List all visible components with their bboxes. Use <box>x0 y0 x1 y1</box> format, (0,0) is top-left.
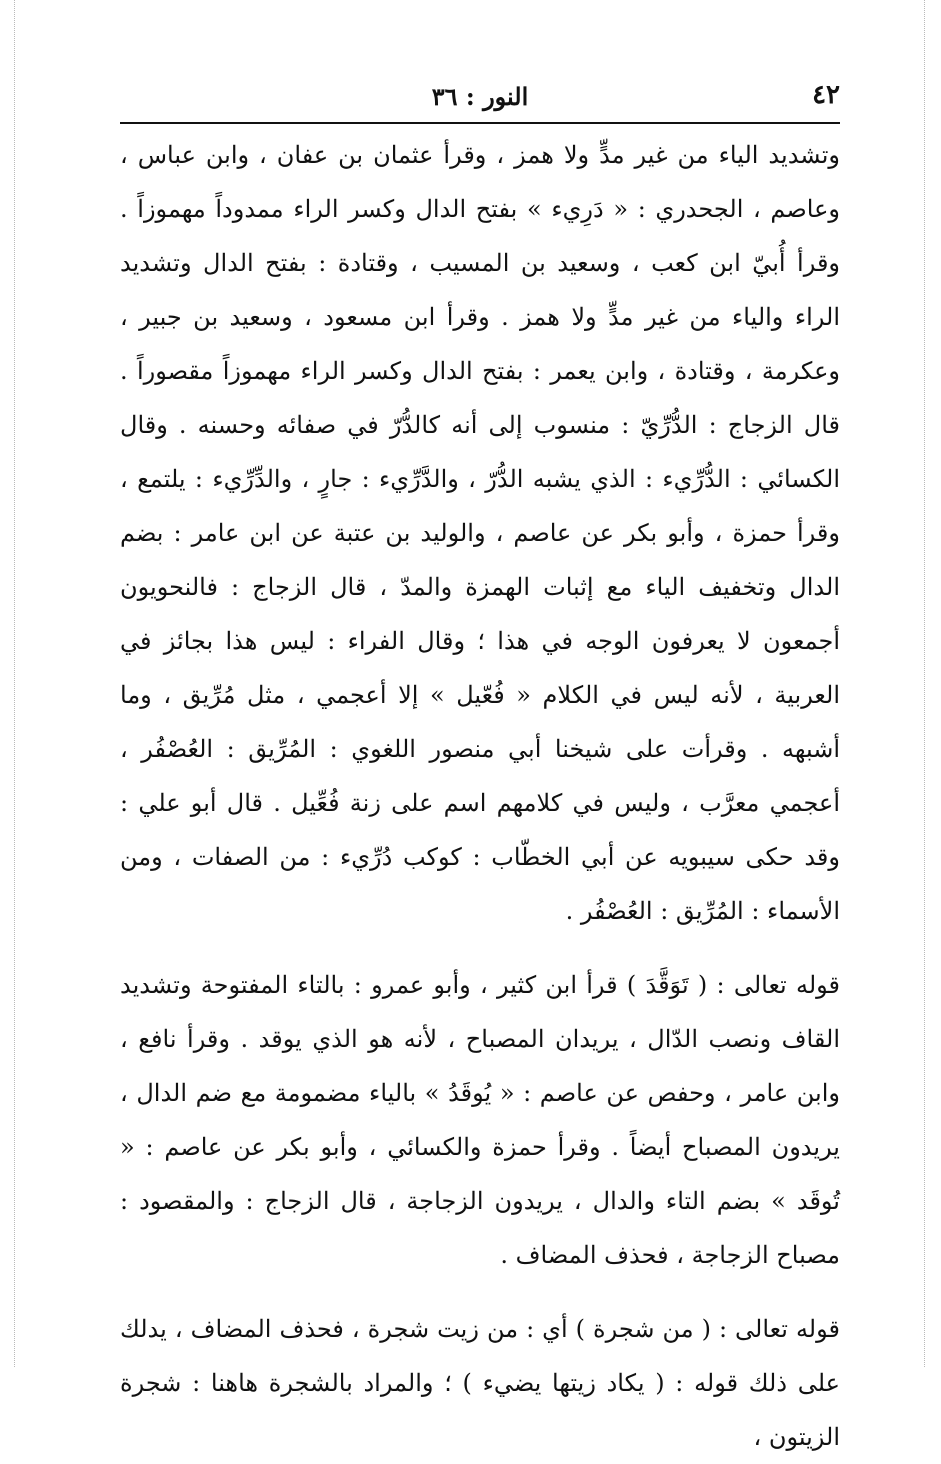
body-text <box>120 128 840 1464</box>
header-rule <box>120 122 840 124</box>
paragraph: وتشديد الياء من غير مدٍّ ولا همز ، وقرأ عثمان بن عفان ، وابن عباس ، وعاصم ، الجحدري : « دَرِيء » بفتح الدال وكسر الراء ممدوداً مهموزاً . وقرأ أُبيّ ابن كعب ، وسعيد بن المسيب ، وقتادة : بفتح الدال وتشديد الراء والياء من غير مدٍّ ولا همز . وقرأ ابن مسعود ، وسعيد بن جبير ، وعكرمة ، وقتادة ، وابن يعمر : بفتح الدال وكسر الراء مهموزاً مقصوراً . قال الزجاج : الدُّرِّيّ : منسوب إلى أنه كالدُّرّ في صفائه وحسنه . وقال الكسائي : الدُّرِّيء : الذي يشبه الدُّرّ ، والدَّرِّيء : جارٍ ، والدِّرِّيء : يلتمع ، وقرأ حمزة ، وأبو بكر عن عاصم ، والوليد بن عتبة عن ابن عامر : بضم الدال وتخفيف الياء مع إثبات الهمزة والمدّ ، قال الزجاج : فالنحويون أجمعون لا يعرفون الوجه في هذا ؛ وقال الفراء : ليس هذا بجائز في العربية ، لأنه ليس في الكلام « فُعّيل » إلا أعجمي ، مثل مُرِّيق ، وما أشبهه . وقرأت على شيخنا أبي منصور اللغوي : المُرِّيق : العُصْفُر ، أعجمي معرَّب ، وليس في كلامهم اسم على زنة فُعِّيل . قال أبو علي : وقد حكى سيبويه عن أبي الخطّاب : كوكب دُرِّيء : من الصفات ، ومن الأسماء : المُرِّيق : العُصْفُر . <box>120 141 841 925</box>
scan-border-left <box>14 0 15 1367</box>
page-number: ٤٢ <box>812 80 840 110</box>
page-header <box>120 80 840 116</box>
running-title: النور : ٣٦ <box>431 82 529 111</box>
paragraph-gap <box>120 1282 840 1302</box>
paragraph: قوله تعالى : ( تَوَقَّدَ ) قرأ ابن كثير ، وأبو عمرو : بالتاء المفتوحة وتشديد القاف ونصب الدّال ، يريدان المصباح ، لأنه هو الذي يوقد . وقرأ نافع ، وابن عامر ، وحفص عن عاصم : « يُوقَدُ » بالياء مضمومة مع ضم الدال ، يريدون المصباح أيضاً . وقرأ حمزة والكسائي ، وأبو بكر عن عاصم : « تُوقَد » بضم التاء والدال ، يريدون الزجاجة ، قال الزجاج : والمقصود : مصباح الزجاجة ، فحذف المضاف . <box>120 971 840 1269</box>
scan-border-right <box>924 0 925 1367</box>
paragraph-gap <box>120 938 840 958</box>
paragraph: قوله تعالى : ( من شجرة ) أي : من زيت شجرة ، فحذف المضاف ، يدلك على ذلك قوله : ( يكاد زيتها يضيء ) ؛ والمراد بالشجرة هاهنا : شجرة الزيتون ، <box>120 1315 840 1451</box>
